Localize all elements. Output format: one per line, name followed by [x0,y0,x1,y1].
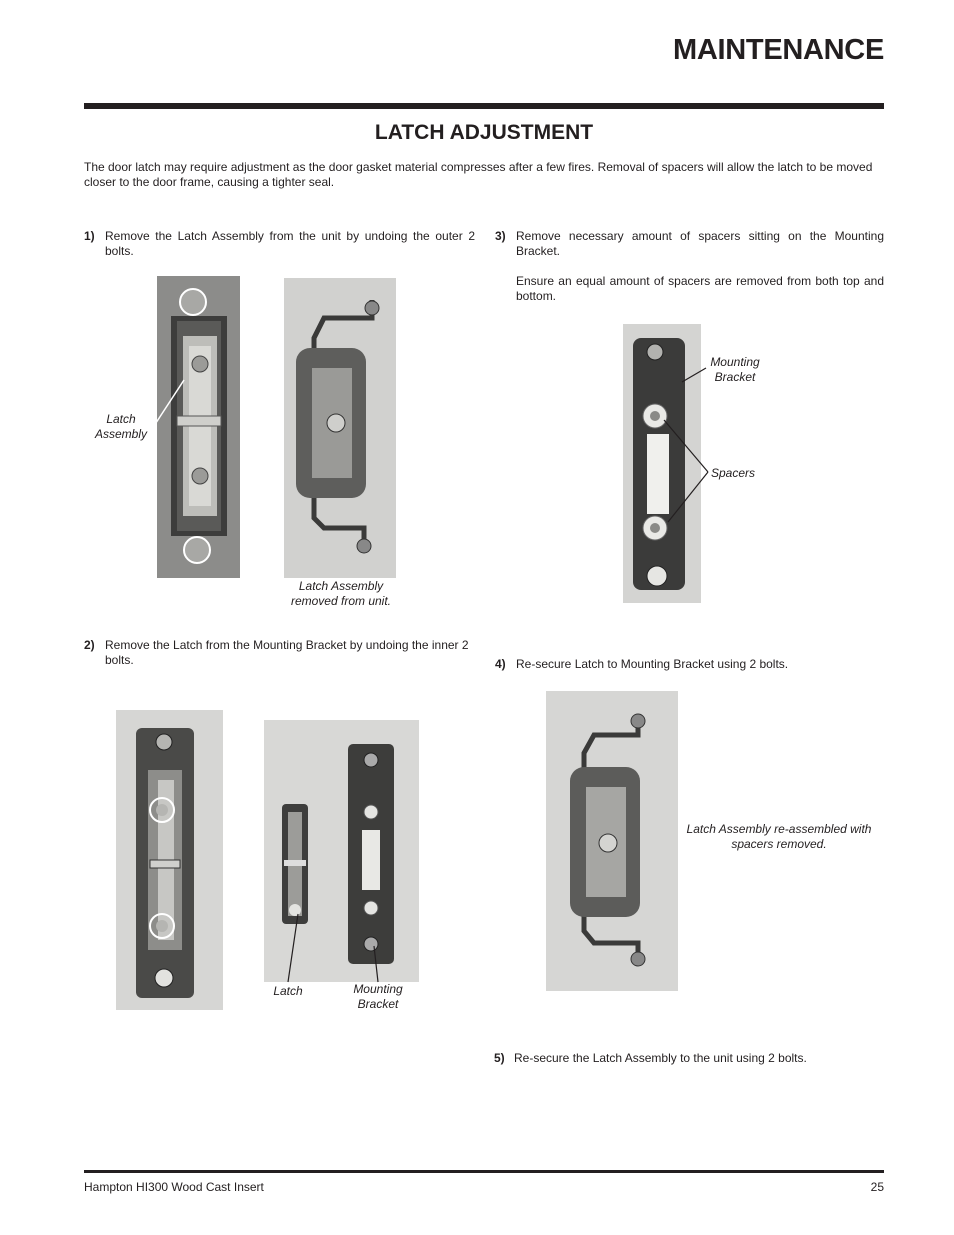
latch-removed-caption: Latch Assembly removed from unit. [290,579,392,608]
mounting-bracket-caption: Mounting Bracket [353,982,403,1011]
page-title: MAINTENANCE [673,34,884,66]
step-number: 1) [84,229,95,243]
latch-removed-photo [284,278,396,578]
step-number: 4) [495,657,506,671]
spacers-leaders [660,360,720,530]
step-number: 5) [494,1051,505,1065]
latch-bracket-leaders [282,910,402,990]
step-text: Remove the Latch Assembly from the unit by undoing the outer 2 bolts. [105,229,475,258]
step-2 [84,638,475,668]
section-title: LATCH ADJUSTMENT [374,121,594,144]
footer-product-name: Hampton HI300 Wood Cast Insert [84,1180,264,1194]
bracket-with-latch-photo [116,710,223,1010]
step-3 [495,229,884,304]
step-5 [494,1051,884,1066]
spacers-caption: Spacers [710,466,756,480]
step-4 [495,657,884,672]
step-text: Re-secure the Latch Assembly to the unit using 2 bolts. [514,1051,807,1065]
step-text: Remove the Latch from the Mounting Bracket by undoing the inner 2 bolts. [105,638,469,667]
reassembled-caption: Latch Assembly re-assembled with spacers removed. [686,822,872,851]
step-note: Ensure an equal amount of spacers are removed from both top and bottom. [516,274,884,303]
reassembled-photo [546,691,678,991]
step-number: 2) [84,638,95,652]
intro-paragraph: The door latch may require adjustment as the door gasket material compresses after a few fires. Removal of spacers will allow the latch to be moved closer to the door frame, causing a tighter seal. [84,160,873,189]
page-number: 25 [870,1180,884,1194]
mounting-bracket-caption: Mounting Bracket [710,355,760,384]
step-text: Remove necessary amount of spacers sitting on the Mounting Bracket. [516,229,884,258]
step-text: Re-secure Latch to Mounting Bracket using 2 bolts. [516,657,789,671]
header-rule [84,103,884,109]
footer-rule [84,1170,884,1173]
step-number: 3) [495,229,506,243]
latch-caption: Latch [273,984,303,998]
latch-assembly-caption: Latch Assembly [94,412,147,441]
step-1 [84,229,475,259]
